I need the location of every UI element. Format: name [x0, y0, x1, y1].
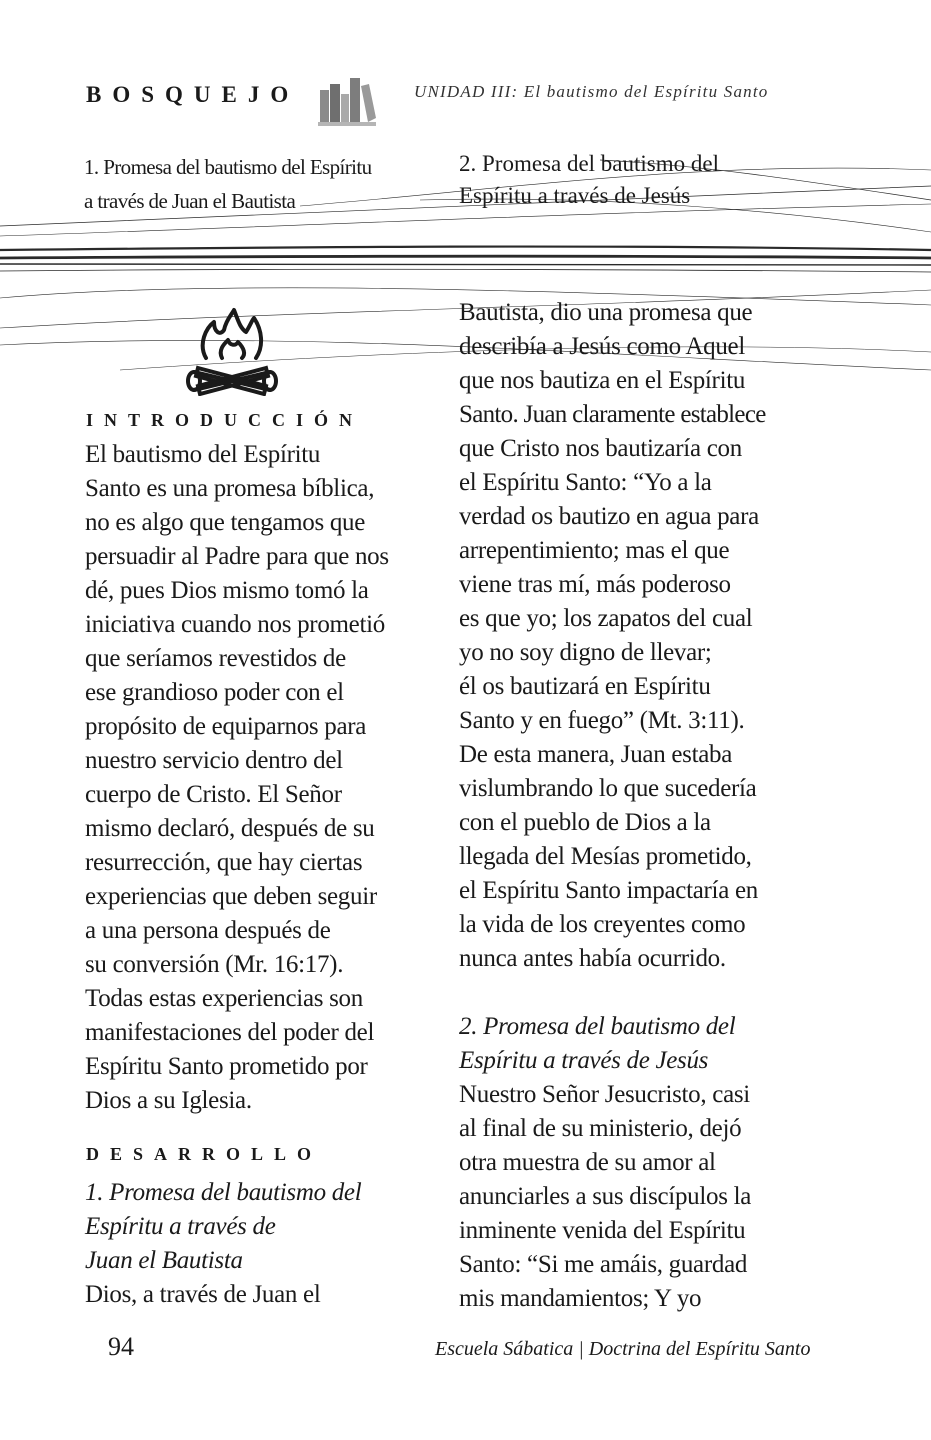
text-line: Santo y en fuego” (Mt. 3:11). [459, 707, 745, 734]
text-line: mismo declaró, después de su [85, 815, 375, 842]
sub1-heading-line: 1. Promesa del bautismo del [85, 1179, 362, 1206]
text-line: dé, pues Dios mismo tomó la [85, 577, 369, 604]
text-line: arrepentimiento; mas el que [459, 537, 730, 564]
text-line: el Espíritu Santo impactaría en [459, 877, 758, 904]
text-line: el Espíritu Santo: “Yo a la [459, 469, 712, 496]
development-sub2 [459, 1010, 809, 1316]
text-line: Dios a su Iglesia. [85, 1087, 252, 1114]
footer-publication: Escuela Sábatica | Doctrina del Espíritu Santo [435, 1338, 811, 1360]
development-sub1 [85, 1176, 430, 1312]
paragraph-gap [459, 976, 809, 1010]
unit-title: UNIDAD III: El bautismo del Espíritu Santo [414, 82, 769, 101]
sub1-heading-line: Espíritu a través de [85, 1213, 276, 1240]
text-line: nunca antes había ocurrido. [459, 945, 726, 972]
text-line: experiencias que deben seguir [85, 883, 377, 910]
section-label-bosquejo: BOSQUEJO [86, 82, 300, 107]
text-line: que seríamos revestidos de [85, 645, 346, 672]
text-line: cuerpo de Cristo. El Señor [85, 781, 342, 808]
text-line: su conversión (Mr. 16:17). [85, 951, 344, 978]
text-line: no es algo que tengamos que [85, 509, 366, 536]
text-line: persuadir al Padre para que nos [85, 543, 389, 570]
outline-item-1-line: a través de Juan el Bautista [84, 189, 296, 213]
text-line: que Cristo nos bautizaría con [459, 435, 742, 462]
text-line: mis mandamientos; Y yo [459, 1285, 702, 1312]
text-line: propósito de equiparnos para [85, 713, 367, 740]
text-line: nuestro servicio dentro del [85, 747, 343, 774]
text-line: iniciativa cuando nos prometió [85, 611, 385, 638]
text-line: Nuestro Señor Jesucristo, casi [459, 1081, 750, 1108]
text-line: De esta manera, Juan estaba [459, 741, 733, 768]
text-line: que nos bautiza en el Espíritu [459, 367, 746, 394]
page-number: 94 [108, 1332, 134, 1361]
sub2-heading-line: Espíritu a través de Jesús [459, 1047, 709, 1074]
campfire-icon [184, 306, 280, 396]
text-line: El bautismo del Espíritu [85, 441, 321, 468]
text-line: él os bautizará en Espíritu [459, 673, 711, 700]
text-line: Todas estas experiencias son [85, 985, 363, 1012]
text-line: Espíritu Santo prometido por [85, 1053, 368, 1080]
text-line: la vida de los creyentes como [459, 911, 746, 938]
text-line: otra muestra de su amor al [459, 1149, 716, 1176]
text-line: Dios, a través de Juan el [85, 1281, 321, 1308]
text-line: describía a Jesús como Aquel [459, 333, 745, 360]
sub1-heading-line: Juan el Bautista [85, 1247, 243, 1274]
text-line: Bautista, dio una promesa que [459, 299, 753, 326]
outline-item-2 [459, 148, 789, 212]
text-line: inminente venida del Espíritu [459, 1217, 746, 1244]
text-line: manifestaciones del poder del [85, 1019, 375, 1046]
text-line: a una persona después de [85, 917, 331, 944]
text-line: yo no soy digno de llevar; [459, 639, 712, 666]
section-label-introduccion: INTRODUCCIÓN [86, 410, 364, 430]
section-label-desarrollo: DESARROLLO [86, 1144, 323, 1164]
outline-item-1 [84, 150, 434, 218]
text-line: resurrección, que hay ciertas [85, 849, 363, 876]
intro-paragraph [85, 438, 430, 1118]
text-line: Santo es una promesa bíblica, [85, 475, 375, 502]
text-line: anunciarles a sus discípulos la [459, 1183, 752, 1210]
sub2-heading-line: 2. Promesa del bautismo del [459, 1013, 736, 1040]
outline-item-2-line: Espíritu a través de Jesús [459, 183, 691, 208]
text-line: ese grandioso poder con el [85, 679, 344, 706]
books-icon [318, 70, 376, 126]
text-line: verdad os bautizo en agua para [459, 503, 759, 530]
right-column [459, 296, 809, 1316]
text-line: con el pueblo de Dios a la [459, 809, 711, 836]
text-line: al final de su ministerio, dejó [459, 1115, 742, 1142]
text-line: Santo. Juan claramente establece [459, 401, 766, 428]
text-line: Santo: “Si me amáis, guardad [459, 1251, 748, 1278]
text-line: llegada del Mesías prometido, [459, 843, 752, 870]
text-line: vislumbrando lo que sucedería [459, 775, 757, 802]
outline-item-2-line: 2. Promesa del bautismo del [459, 151, 719, 176]
text-line: es que yo; los zapatos del cual [459, 605, 753, 632]
outline-item-1-line: 1. Promesa del bautismo del Espíritu [84, 155, 372, 179]
sub1-paragraph [459, 296, 809, 976]
text-line: viene tras mí, más poderoso [459, 571, 731, 598]
left-column [85, 438, 430, 1312]
